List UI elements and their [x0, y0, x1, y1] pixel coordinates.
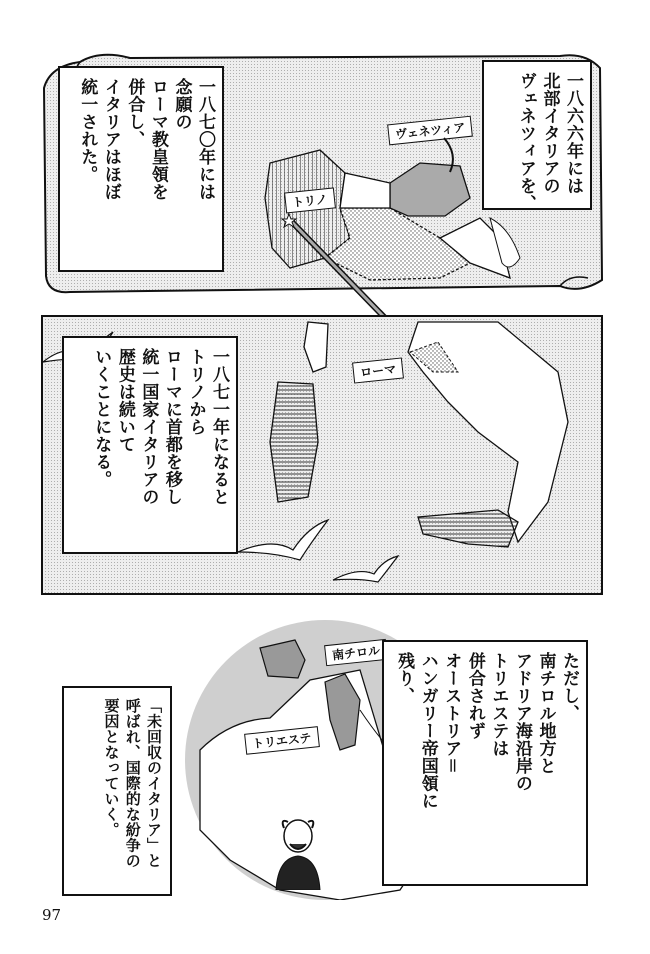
caption-line: 北部イタリアの: [539, 72, 560, 195]
caption-unredeemed-italy: [62, 686, 172, 896]
caption-line: 併合し、: [124, 78, 145, 148]
caption-line: 「未回収のイタリア」と: [145, 698, 163, 869]
venezia-label: ヴェネツィア: [387, 116, 473, 146]
caption-line: 統一国家イタリアの: [138, 348, 159, 506]
caption-line: オーストリア＝: [441, 652, 462, 775]
roma-label: ローマ: [352, 357, 404, 383]
caption-line: ただし、: [559, 652, 579, 722]
caption-line: いくことになる。: [91, 348, 112, 488]
caption-line: 併合されず: [464, 652, 485, 740]
caption-south-tyrol-trieste: [382, 640, 588, 886]
caption-line: ハンガリー帝国領に: [417, 652, 438, 810]
caption-line: 一八七〇年には: [195, 78, 215, 201]
caption-line: イタリアはほぼ: [100, 78, 121, 201]
caption-line: 南チロル地方と: [535, 652, 556, 775]
caption-line: アドリア海沿岸の: [511, 652, 532, 792]
caption-line: ヴェネツィアを、: [515, 72, 536, 212]
caption-1870: [58, 66, 224, 272]
caption-line: 歴史は続いて: [114, 348, 135, 453]
page-number: 97: [42, 906, 62, 924]
caption-1871: [62, 336, 238, 554]
caption-line: トリノから: [185, 348, 206, 436]
character-icon: [268, 814, 328, 890]
venezia-pointer: [440, 136, 470, 176]
caption-line: ローマに首都を移し: [161, 348, 182, 506]
caption-line: トリエステは: [488, 652, 509, 757]
torino-label: トリノ: [284, 187, 335, 213]
caption-line: 残り、: [394, 652, 415, 705]
caption-line: 要因となっていく。: [102, 698, 121, 838]
sardinia-island: [270, 382, 318, 502]
trieste-label: トリエステ: [244, 726, 319, 755]
caption-line: 一八六六年には: [563, 72, 583, 195]
caption-line: 一八七一年になると: [209, 348, 229, 506]
caption-line: 統一された。: [77, 78, 98, 183]
caption-line: 念願の: [171, 78, 192, 131]
caption-line: ローマ教皇領を: [147, 78, 168, 201]
caption-1866: [482, 60, 592, 210]
south-tyrol-label: 南チロル: [324, 639, 388, 666]
caption-line: 呼ばれ、国際的な紛争の: [123, 698, 142, 869]
